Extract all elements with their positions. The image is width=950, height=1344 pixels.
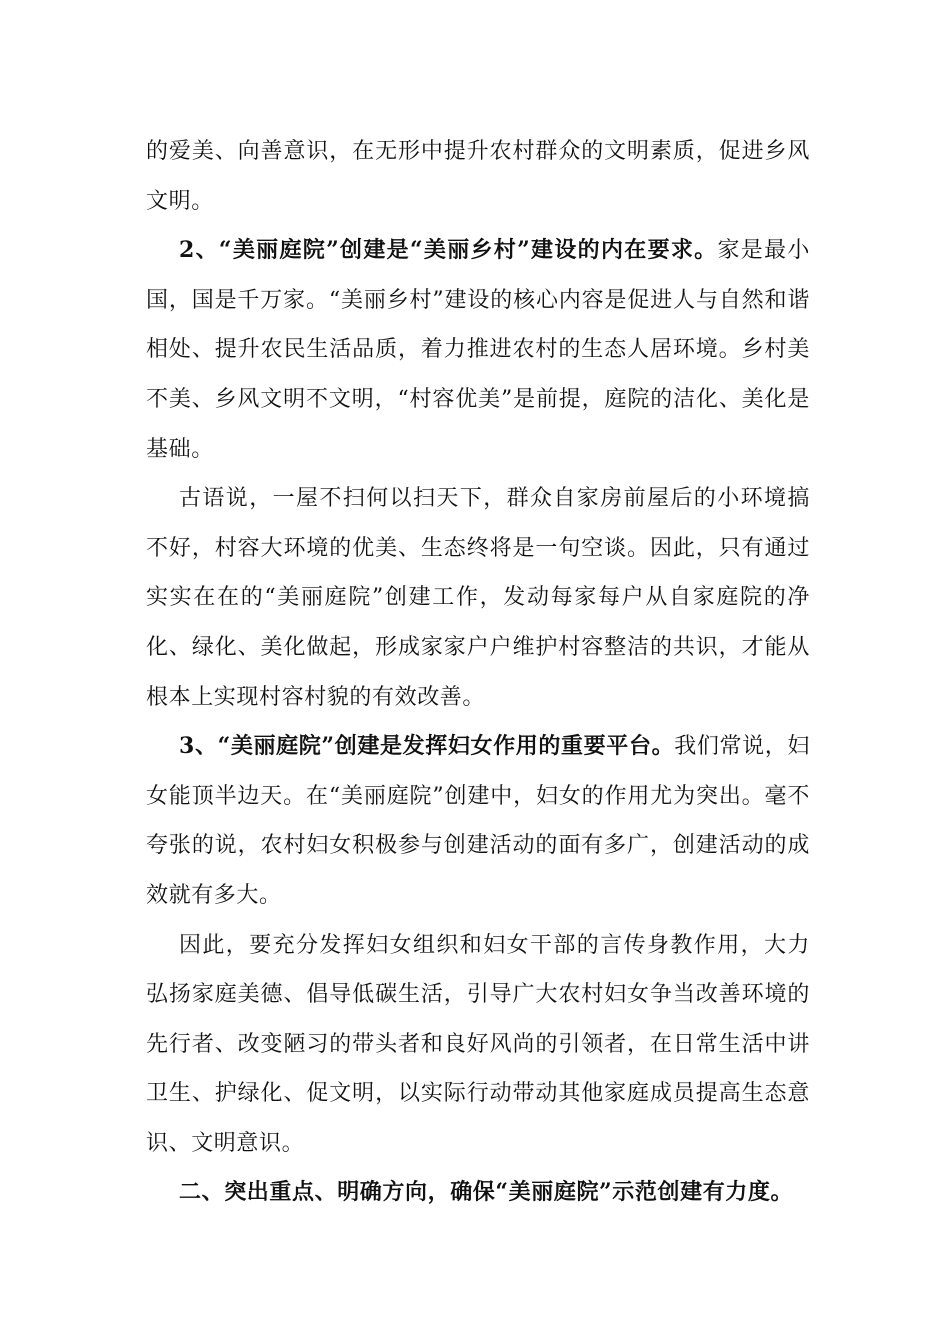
paragraph-point-3 — [146, 722, 810, 920]
paragraph-text: 我们常说，妇女能顶半边天。在“美丽庭院”创建中，妇女的作用尤为突出。毫不夸张的说，农村妇女积极参与创建活动的面有多广，创建活动的成效就有多大。 — [146, 734, 810, 908]
paragraph-women-role — [146, 921, 810, 1169]
document-body — [146, 127, 810, 1218]
paragraph-text: 家是最小国，国是千万家。“美丽乡村”建设的核心内容是促进人与自然和谐相处、提升农民生活品质，着力推进农村的生态人居环境。乡村美不美、乡风文明不文明，“村容优美”是前提，庭院的洁化、美化是基础。 — [146, 238, 810, 462]
section-heading-2 — [146, 1168, 810, 1218]
paragraph-text: 古语说，一屋不扫何以扫天下，群众自家房前屋后的小环境搞不好，村容大环境的优美、生态终将是一句空谈。因此，只有通过实实在在的“美丽庭院”创建工作，发动每家每户从自家庭院的净化、绿化、美化做起，形成家家户户维护村容整洁的共识，才能从根本上实现村容村貌的有效改善。 — [146, 486, 810, 710]
paragraph-point-2 — [146, 226, 810, 474]
point-2-heading: 2、“美丽庭院”创建是“美丽乡村”建设的内在要求。 — [179, 237, 718, 264]
paragraph-text: 的爱美、向善意识，在无形中提升农村群众的文明素质，促进乡风文明。 — [146, 139, 810, 214]
paragraph-proverb — [146, 474, 810, 722]
point-3-heading: 3、“美丽庭院”创建是发挥妇女作用的重要平台。 — [179, 733, 675, 760]
section-heading-text: 二、突出重点、明确方向，确保“美丽庭院”示范创建有力度。 — [179, 1179, 794, 1206]
paragraph-text: 因此，要充分发挥妇女组织和妇女干部的言传身教作用，大力弘扬家庭美德、倡导低碳生活，引导广大农村妇女争当改善环境的先行者、改变陋习的带头者和良好风尚的引领者，在日常生活中讲卫生、护绿化、促文明，以实际行动带动其他家庭成员提高生态意识、文明意识。 — [146, 932, 810, 1156]
paragraph-continuation — [146, 127, 810, 226]
